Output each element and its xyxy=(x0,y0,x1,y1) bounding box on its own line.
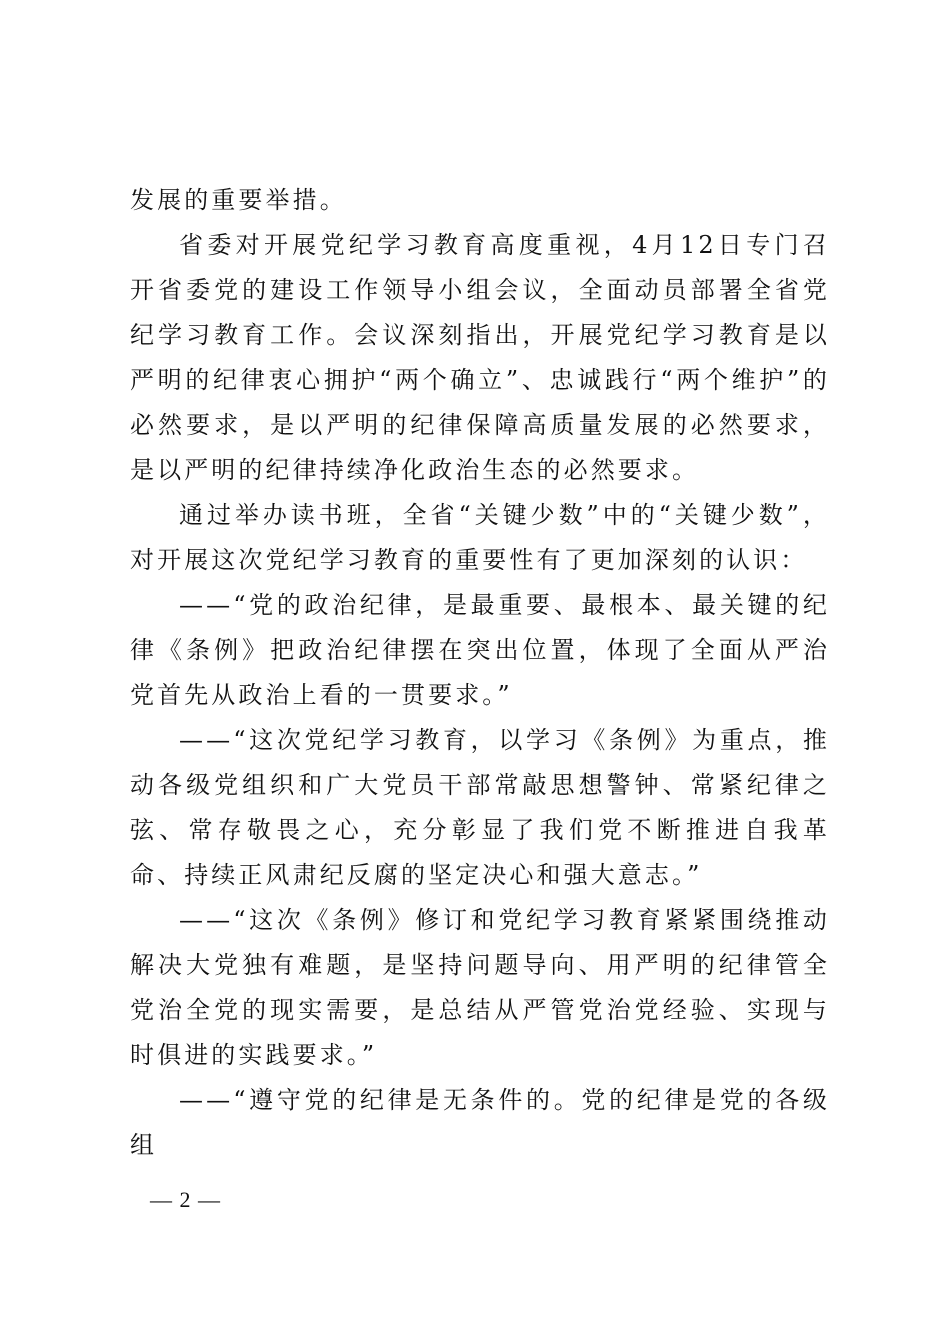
quote-political-discipline: ——“党的政治纪律，是最重要、最根本、最关键的纪律《条例》把政治纪律摆在突出位置，体现了全面从严治党首先从政治上看的一贯要求。” xyxy=(130,591,830,709)
quote-study-education: ——“这次党纪学习教育，以学习《条例》为重点，推动各级党组织和广大党员干部常敲思想警钟、常紧纪律之弦、常存敬畏之心，充分彰显了我们党不断推进自我革命、持续正风肃纪反腐的坚定决心和强大意志。” xyxy=(130,726,830,889)
paragraph-provincial-committee: 省委对开展党纪学习教育高度重视，4月12日专门召开省委党的建设工作领导小组会议，全面动员部署全省党纪学习教育工作。会议深刻指出，开展党纪学习教育是以严明的纪律衷心拥护“两个确立”、忠诚践行“两个维护”的必然要求，是以严明的纪律保障高质量发展的必然要求，是以严明的纪律持续净化政治生态的必然要求。 xyxy=(130,231,830,484)
quote-observe-discipline: ——“遵守党的纪律是无条件的。党的纪律是党的各级组 xyxy=(130,1086,830,1159)
paragraph-reading-class: 通过举办读书班，全省“关键少数”中的“关键少数”，对开展这次党纪学习教育的重要性有了更加深刻的认识： xyxy=(130,501,830,574)
quote-regulation-revision: ——“这次《条例》修订和党纪学习教育紧紧围绕推动解决大党独有难题，是坚持问题导向、用严明的纪律管全党治全党的现实需要，是总结从严管党治党经验、实现与时俱进的实践要求。” xyxy=(130,906,830,1069)
page-number: — 2 — xyxy=(150,1187,221,1212)
paragraph-continuation: 发展的重要举措。 xyxy=(130,186,347,214)
document-body xyxy=(130,178,830,1168)
